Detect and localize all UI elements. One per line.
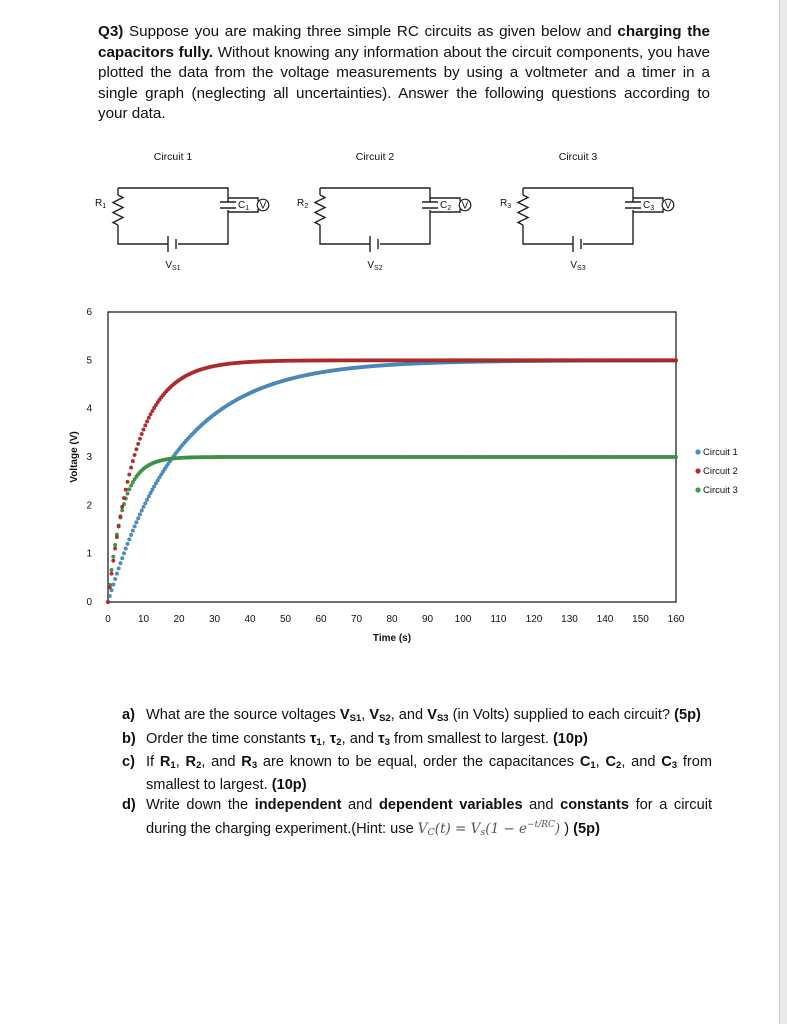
question-fragment: 3 — [384, 736, 390, 748]
y-tick-label: 3 — [86, 452, 92, 463]
data-point — [136, 442, 140, 446]
data-point — [115, 572, 119, 576]
data-point — [124, 488, 128, 492]
question-fragment: 3 — [671, 760, 678, 772]
question-text — [146, 730, 712, 753]
x-tick-label: 10 — [137, 614, 150, 625]
data-point — [119, 514, 123, 518]
circuit-wire — [320, 188, 430, 244]
circuit-wire — [118, 188, 228, 244]
question-text — [98, 22, 710, 125]
question-body: Without knowing any information about the circuit components, you have plotted the data from the voltage measurements by using a voltmeter and a timer in a single graph (neglecting all uncertainties). Answer the following questions according to your data. — [98, 43, 710, 123]
capacitor-icon — [625, 202, 641, 208]
resistor-icon — [518, 195, 528, 225]
data-point — [135, 447, 139, 451]
x-tick-label: 70 — [350, 614, 363, 625]
data-point — [140, 432, 144, 436]
question-fragment: C — [427, 826, 435, 838]
capacitor-label: $C_2$ — [440, 200, 452, 212]
question-fragment: C — [605, 754, 617, 771]
data-point — [142, 505, 146, 509]
question-fragment: (5p) — [573, 820, 600, 837]
question-fragment: 3 — [251, 760, 258, 772]
circuit-title: Circuit 1 — [153, 151, 193, 163]
x-tick-label: 120 — [525, 614, 543, 625]
voltage-time-chart — [60, 300, 760, 660]
circuit-diagrams — [0, 140, 787, 290]
capacitor-label: $C_1$ — [238, 200, 250, 212]
question-fragment: S2 — [379, 713, 391, 724]
y-axis-label: Voltage (V) — [69, 431, 80, 483]
question-fragment: for a circuit during the charging experiment.(Hint: use — [146, 797, 713, 837]
question-fragment: ) — [554, 820, 561, 837]
voltmeter-label: V — [664, 200, 672, 212]
source-label: $V_{S3}$ — [570, 260, 586, 272]
x-tick-label: 20 — [173, 614, 185, 625]
y-tick-label: 2 — [86, 500, 92, 512]
data-point — [127, 487, 131, 491]
capacitor-icon — [220, 202, 236, 208]
data-point — [138, 437, 142, 441]
capacitor-icon — [422, 202, 438, 208]
data-point — [135, 520, 139, 524]
resistor-label: $R_3$ — [500, 198, 512, 210]
data-point — [111, 559, 115, 563]
resistor-label: $R_1$ — [95, 198, 107, 210]
question-fragment: (10p) — [271, 776, 307, 793]
data-point — [110, 568, 114, 572]
data-point — [147, 416, 151, 420]
y-tick-label: 1 — [86, 548, 92, 560]
data-point — [129, 466, 133, 470]
question-fragment: R — [159, 754, 171, 771]
question-fragment: V — [417, 820, 428, 837]
data-point — [117, 525, 121, 529]
question-label: Q3) — [98, 23, 124, 40]
question-text — [146, 753, 712, 795]
data-point — [140, 509, 144, 513]
voltmeter-label: V — [461, 200, 469, 212]
question-item — [122, 706, 712, 729]
data-point — [124, 547, 128, 551]
battery-icon — [573, 236, 581, 252]
y-tick-label: 0 — [86, 597, 92, 608]
question-fragment: and — [341, 797, 379, 814]
y-tick-label: 5 — [86, 355, 92, 367]
series-circuit-3 — [106, 455, 678, 604]
question-fragment: V — [427, 707, 437, 723]
data-point — [131, 529, 135, 533]
question-letter: c) — [122, 754, 135, 771]
x-tick-label: 150 — [632, 614, 649, 625]
question-fragment: 1 — [316, 736, 322, 748]
source-label: $V_{S2}$ — [367, 260, 383, 272]
circuit-wire — [523, 188, 633, 244]
data-point — [113, 543, 117, 547]
question-fragment: Order the time constants — [146, 730, 310, 747]
x-tick-label: 30 — [208, 614, 221, 625]
question-fragment: τ — [329, 730, 337, 747]
resistor-label: $R_2$ — [297, 198, 309, 210]
data-point — [122, 551, 126, 555]
question-fragment: , — [361, 707, 370, 723]
x-axis-label: Time (s) — [372, 633, 412, 644]
legend-entry: Circuit 2 — [703, 466, 738, 477]
data-point — [138, 513, 142, 517]
y-tick-label: 4 — [86, 403, 92, 415]
data-point — [145, 420, 149, 424]
data-point — [127, 537, 131, 541]
circuit-title: Circuit 2 — [355, 151, 395, 163]
question-fragment: 1 — [170, 760, 176, 772]
question-letter: a) — [122, 707, 135, 723]
data-point — [145, 498, 149, 502]
circuit-2 — [297, 151, 471, 272]
question-fragment: , and — [341, 730, 379, 747]
question-fragment: s — [480, 826, 486, 838]
question-fragment: τ — [378, 730, 385, 747]
question-fragment: S1 — [349, 713, 362, 724]
data-point — [127, 473, 131, 477]
question-intro: Suppose you are making three simple RC circuits as given below and — [123, 23, 618, 40]
question-fragment: C — [661, 754, 672, 771]
x-tick-label: 0 — [105, 614, 111, 625]
x-tick-label: 80 — [386, 614, 398, 625]
question-text — [146, 796, 712, 842]
question-fragment: , and — [390, 707, 428, 723]
data-point — [131, 459, 135, 463]
circuit-1 — [95, 151, 269, 272]
question-fragment: , — [175, 754, 186, 771]
data-point — [126, 542, 130, 546]
question-fragment: What are the source voltages — [146, 707, 340, 723]
legend-marker — [695, 449, 700, 454]
legend-entry: Circuit 1 — [703, 447, 738, 458]
data-point — [108, 585, 112, 589]
x-tick-label: 40 — [244, 614, 256, 625]
question-emphasis: charging the capacitors fully. — [98, 23, 710, 61]
question-fragment: constants — [560, 797, 630, 814]
data-point — [110, 572, 114, 576]
question-fragment: ) — [560, 820, 574, 837]
data-point — [106, 600, 110, 604]
x-tick-label: 140 — [596, 614, 614, 625]
x-tick-label: 60 — [315, 614, 327, 625]
data-point — [108, 594, 112, 598]
question-fragment: are known to be equal, order the capacitances — [257, 754, 580, 771]
question-item — [122, 796, 712, 842]
question-fragment: (t) = V — [434, 820, 481, 837]
data-point — [674, 455, 678, 459]
capacitor-label: $C_3$ — [643, 200, 655, 212]
data-point — [142, 428, 146, 432]
question-fragment: from smallest to largest. — [146, 754, 713, 793]
question-fragment: V — [369, 707, 380, 723]
data-point — [143, 423, 147, 427]
circuit-3 — [500, 151, 674, 272]
data-point — [120, 508, 124, 512]
question-fragment: 2 — [196, 760, 202, 772]
series-circuit-1 — [106, 359, 678, 604]
question-fragment: 2 — [616, 760, 622, 772]
question-fragment: S3 — [436, 713, 449, 724]
data-point — [111, 583, 115, 587]
data-point — [117, 566, 121, 570]
x-tick-label: 50 — [279, 614, 292, 625]
battery-icon — [168, 236, 176, 252]
resistor-icon — [113, 195, 123, 225]
data-point — [113, 577, 117, 581]
question-fragment: , — [321, 730, 330, 747]
question-list — [122, 706, 712, 844]
y-tick-label: 6 — [86, 307, 92, 318]
question-fragment: −t/RC — [527, 819, 555, 830]
question-fragment: , and — [201, 754, 242, 771]
data-point — [119, 561, 123, 565]
question-fragment: , and — [621, 754, 662, 771]
data-point — [122, 496, 126, 500]
x-tick-label: 100 — [454, 614, 472, 625]
question-text — [146, 706, 712, 729]
question-fragment: 1 — [590, 760, 596, 772]
resistor-icon — [315, 195, 325, 225]
series-circuit-2 — [106, 358, 678, 603]
question-fragment: R — [185, 754, 197, 771]
question-item — [122, 753, 712, 795]
data-point — [143, 501, 147, 505]
legend-entry: Circuit 3 — [703, 485, 738, 496]
question-fragment: and — [522, 797, 561, 814]
question-fragment: 2 — [336, 736, 342, 748]
voltmeter-label: V — [259, 200, 267, 212]
legend-marker — [695, 468, 700, 473]
data-point — [136, 516, 140, 520]
legend-marker — [695, 487, 700, 492]
question-fragment: , — [595, 754, 606, 771]
data-point — [129, 533, 133, 537]
question-fragment: V — [339, 707, 350, 723]
question-fragment: (5p) — [674, 707, 701, 723]
source-label: $V_{S1}$ — [165, 260, 181, 272]
x-tick-label: 110 — [490, 614, 507, 625]
data-point — [126, 492, 130, 496]
question-fragment: dependent variables — [378, 797, 523, 814]
battery-icon — [370, 236, 378, 252]
data-point — [115, 535, 119, 539]
question-fragment: (in Volts) supplied to each circuit? — [448, 707, 675, 723]
data-point — [113, 547, 117, 551]
x-tick-label: 130 — [561, 614, 578, 625]
question-fragment: C — [579, 754, 591, 771]
question-fragment: If — [146, 754, 160, 771]
circuit-title: Circuit 3 — [558, 151, 598, 163]
question-fragment: Write down the — [146, 797, 255, 814]
question-fragment: independent — [254, 797, 342, 814]
question-letter: d) — [122, 797, 136, 814]
data-point — [133, 453, 137, 457]
question-fragment: τ — [309, 730, 317, 747]
data-point — [111, 555, 115, 559]
question-fragment: (10p) — [552, 730, 588, 747]
data-point — [120, 505, 124, 509]
data-point — [674, 358, 678, 362]
question-fragment: (1 − e — [485, 820, 528, 837]
data-point — [120, 556, 124, 560]
data-point — [133, 525, 137, 529]
question-item — [122, 730, 712, 753]
question-fragment: R — [241, 754, 252, 771]
question-fragment: from smallest to largest. — [389, 730, 553, 747]
data-point — [126, 480, 130, 484]
question-letter: b) — [122, 730, 136, 747]
x-tick-label: 90 — [421, 614, 434, 625]
x-tick-label: 160 — [667, 614, 685, 625]
